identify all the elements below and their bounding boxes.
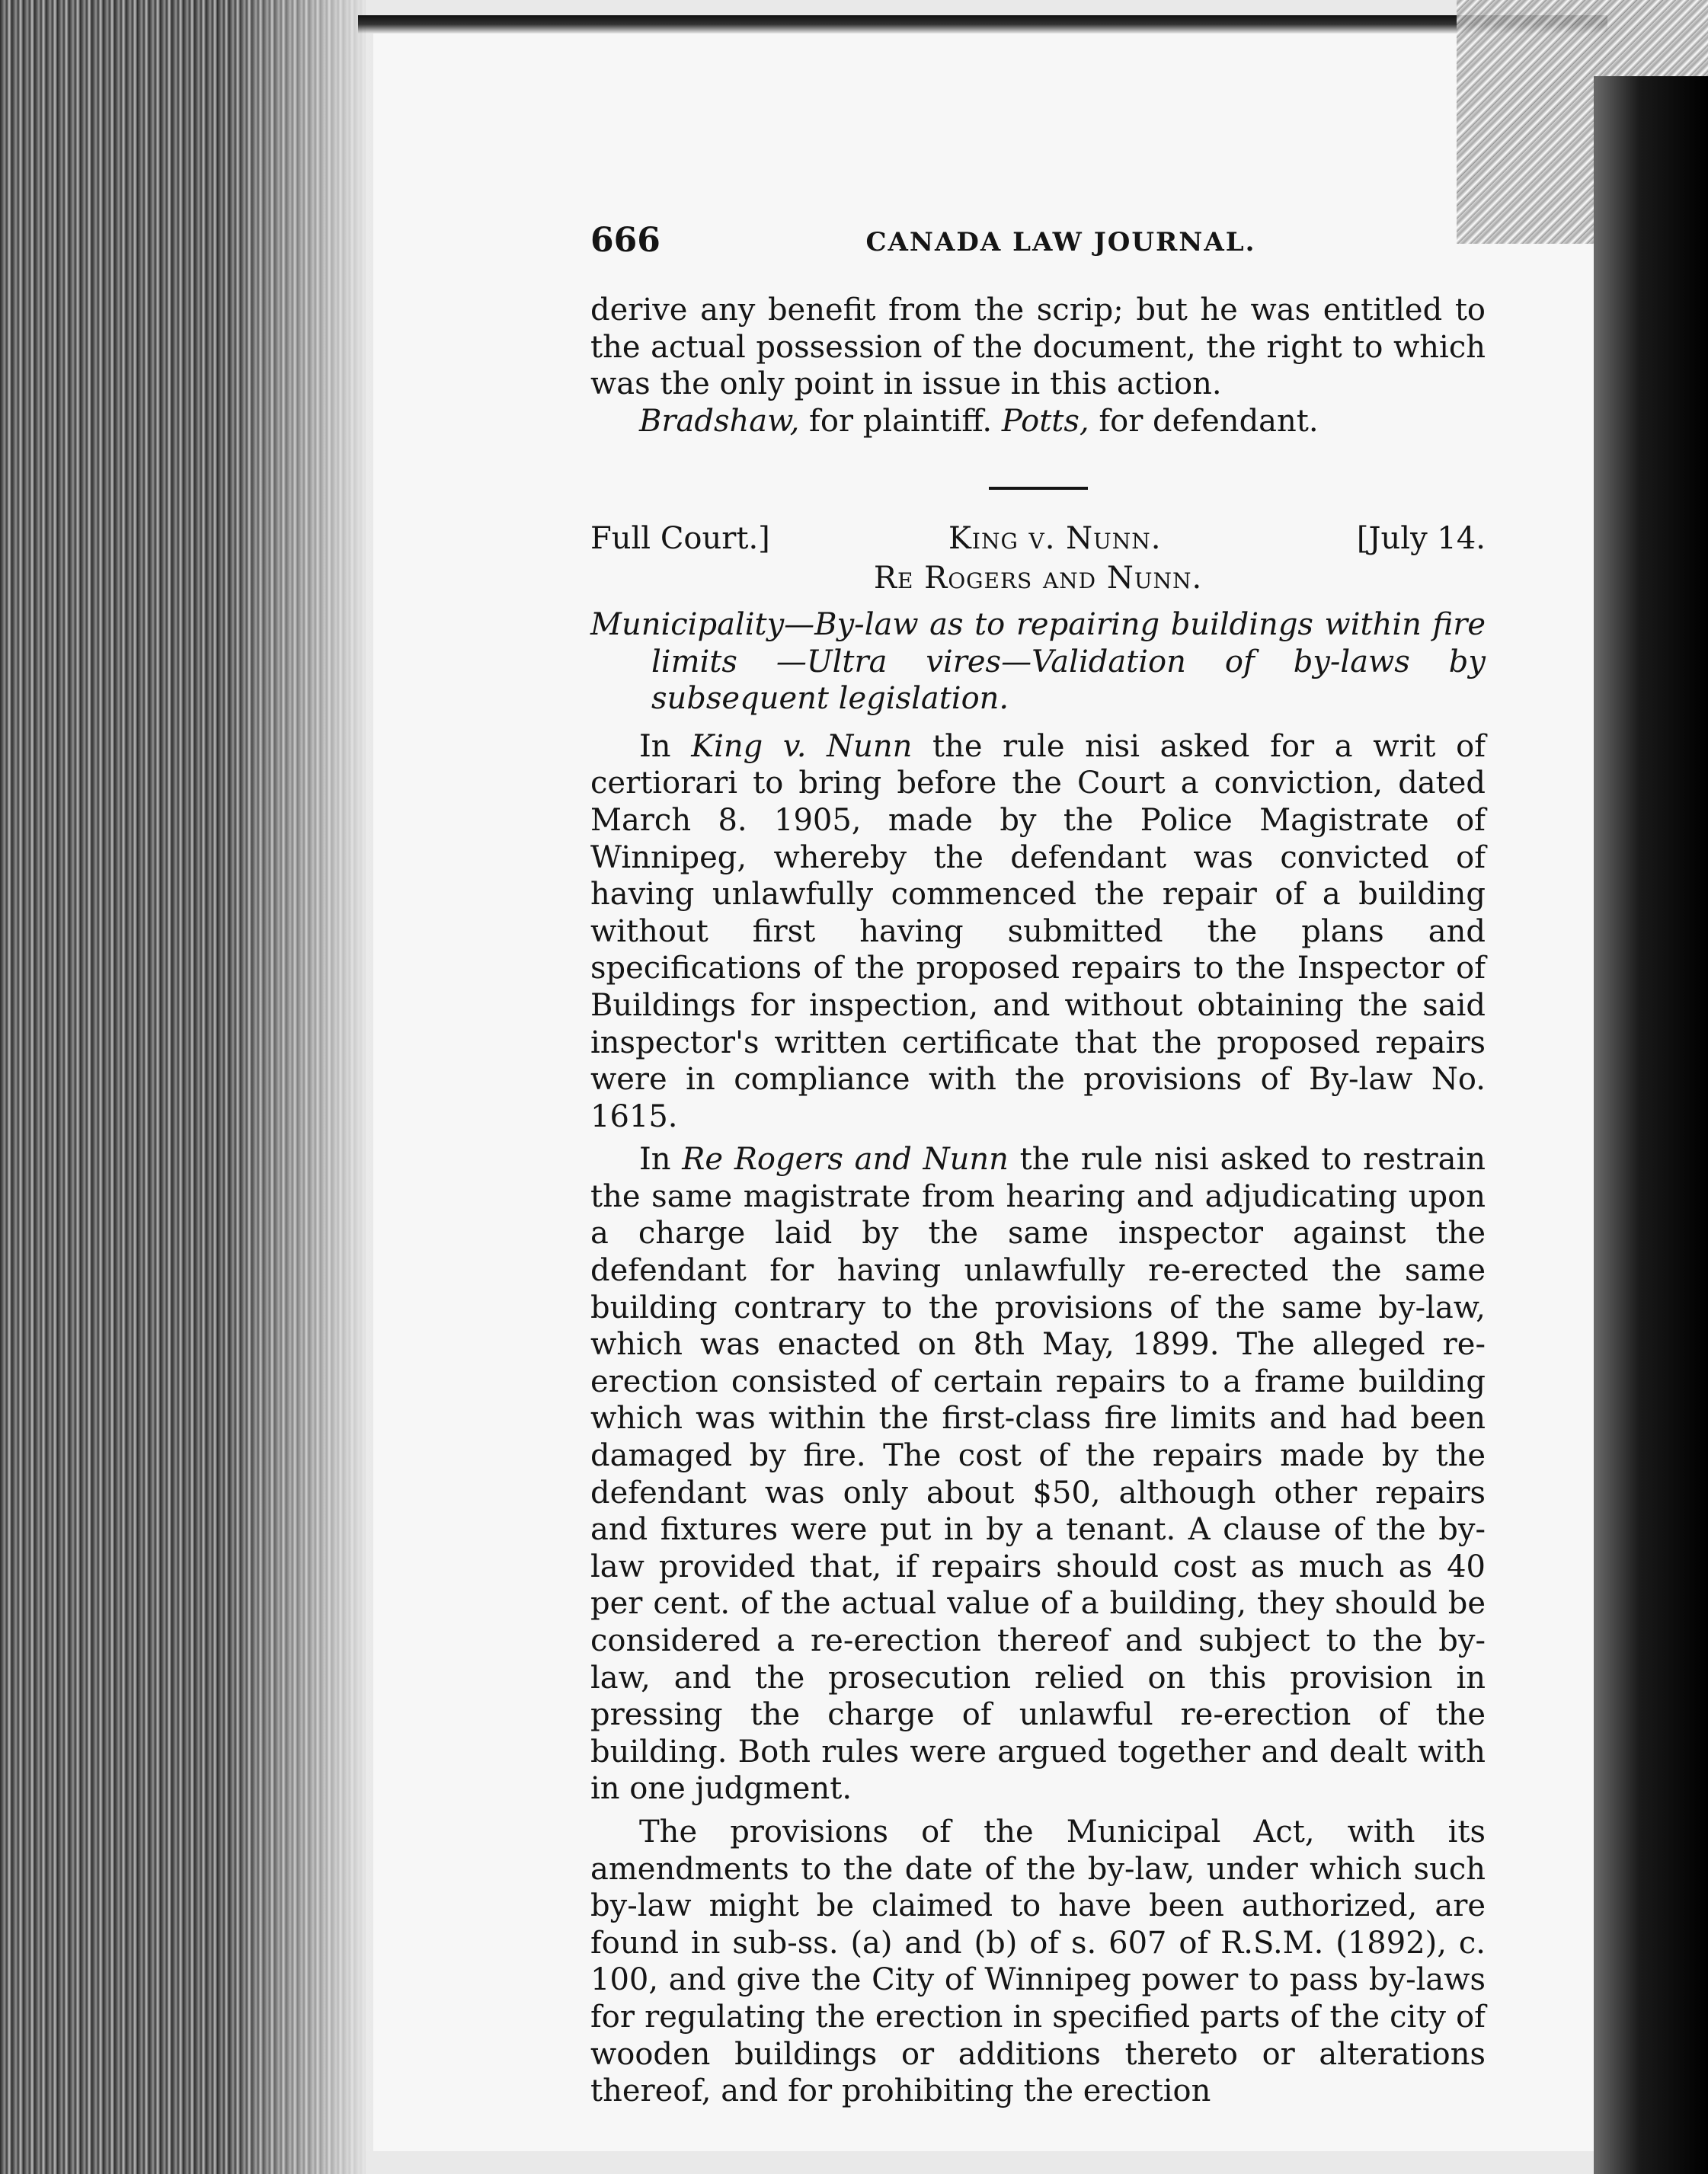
paragraph-1-text: the rule nisi asked for a writ of certiorari to bring before the Court a conviction, dated March 8. 1905, made by the Police Magistrate of Winnipeg, whereby the defendant was convicted of having unlawfully commenced the repair of a building without first having submitted the plans and specifications of the proposed repairs to the Inspector of Buildings for inspection, and without obtaining the said inspector's written certificate that the proposed repairs were in compliance with the provisions of By-law No. 1615. <box>590 728 1486 1134</box>
page-text <box>590 292 1486 2110</box>
court-label: Full Court.] <box>590 521 770 557</box>
case-date: [July 14. <box>1356 521 1486 557</box>
scan-right-edge <box>1594 76 1708 2174</box>
paragraph-2-lead: In <box>639 1142 683 1178</box>
paragraph-2 <box>590 1141 1486 1808</box>
counsel-line <box>590 403 1486 440</box>
paragraph-1-lead: In <box>639 728 692 764</box>
case-title-line <box>590 520 1486 560</box>
counsel-plaintiff-name: Bradshaw, <box>639 403 800 439</box>
counsel-plaintiff-role: for plaintiff. <box>799 403 1002 439</box>
scan-left-fade <box>229 0 373 2174</box>
case-title: King v. Nunn. <box>948 521 1162 557</box>
counsel-defendant-name: Potts, <box>1001 403 1089 439</box>
running-title: CANADA LAW JOURNAL. <box>865 227 1256 257</box>
paragraph-2-text: the rule nisi asked to restrain the same magistrate from hearing and adjudicating upon a charge laid by the same inspector against the defendant for having unlawfully re-erected the same building contrary to the provisions of the same by-law, which was enacted on 8th May, 1899. The alleged re-erection consisted of certain repairs to a frame building which was within the first-class fire limits and had been damaged by fire. The cost of the repairs made by the defendant was only about $50, although other repairs and fixtures were put in by a tenant. A clause of the by-law provided that, if repairs should cost as much as 40 per cent. of the actual value of a building, they should be considered a re-erection thereof and subject to the by-law, and the prosecution relied on this provision in pressing the charge of unlawful re-erection of the building. Both rules were argued together and dealt with in one judgment. <box>590 1142 1486 1807</box>
scan-top-edge <box>358 15 1607 34</box>
paragraph-3: The provisions of the Municipal Act, with its amendments to the date of the by-law, under which such by-law might be claimed to have been authorized, are found in sub-ss. (a) and (b) of s. 607 of R.S.M. (1892), c. 100, and give the City of Winnipeg power to pass by-laws for regulating the erection in specified parts of the city of wooden buildings or additions thereto or alterations thereof, and for prohibiting the erection <box>590 1814 1486 2109</box>
preceding-case-text: derive any benefit from the scrip; but he was entitled to the actual possession of the document, the right to which was the only point in issue in this action. <box>590 293 1486 402</box>
paragraph-1 <box>590 728 1486 1136</box>
page-number: 666 <box>590 221 660 260</box>
case-name-king-v-nunn: King v. Nunn <box>691 728 913 764</box>
case-subtitle: Re Rogers and Nunn. <box>873 561 1203 596</box>
counsel-defendant-role: for defendant. <box>1089 403 1319 439</box>
page-header <box>590 221 1486 267</box>
case-name-re-rogers-and-nunn: Re Rogers and Nunn <box>682 1142 1009 1178</box>
headnote: Municipality—By-law as to repairing buildings within fire limits —Ultra vires—Validation of by-laws by subsequent legislation. <box>590 606 1486 717</box>
